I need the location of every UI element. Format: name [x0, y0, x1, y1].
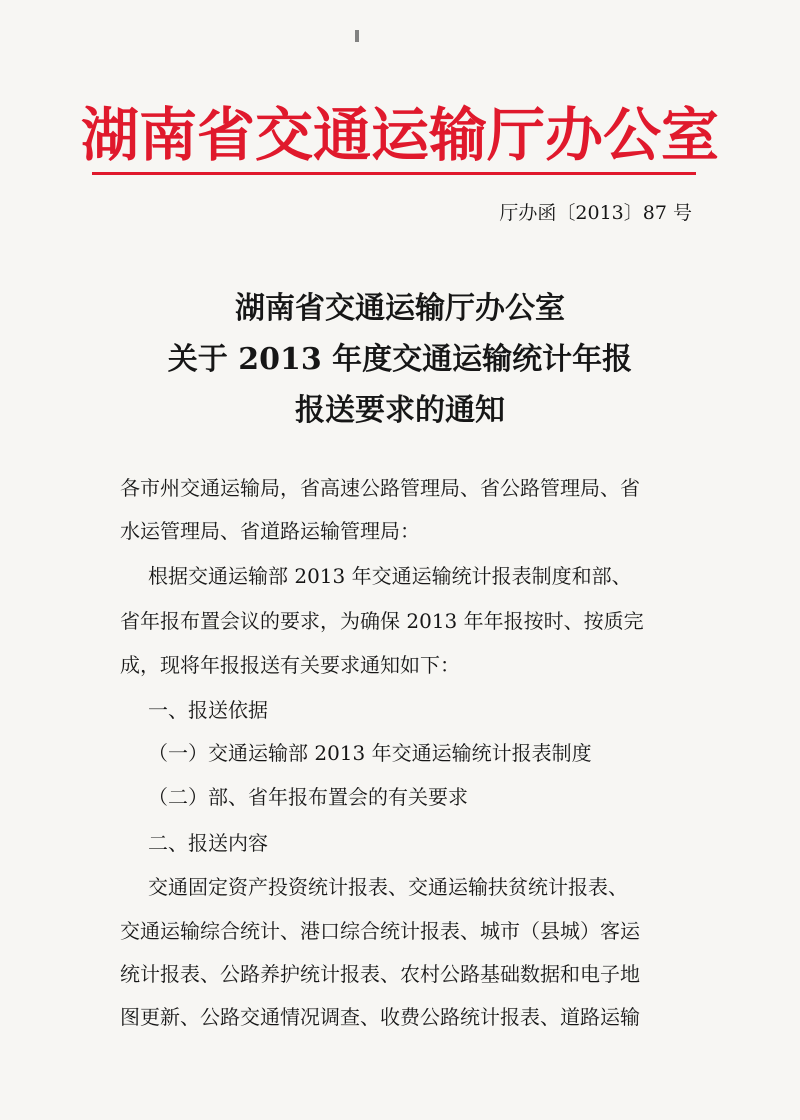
paragraph-line: 交通运输综合统计、港口综合统计报表、城市（县城）客运 [120, 919, 640, 943]
addressee-line-2: 水运管理局、省道路运输管理局： [120, 519, 420, 543]
paragraph-line: 成，现将年报报送有关要求通知如下： [120, 653, 460, 677]
section-heading-1: 一、报送依据 [148, 698, 268, 722]
document-number: 厅办函〔2013〕87 号 [499, 202, 692, 224]
notice-title-line-2: 关于 2013 年度交通运输统计年报 [167, 342, 633, 377]
paragraph-line: 统计报表、公路养护统计报表、农村公路基础数据和电子地 [120, 962, 640, 986]
addressee-line-1: 各市州交通运输局，省高速公路管理局、省公路管理局、省 [120, 476, 640, 500]
notice-title-line-1: 湖南省交通运输厅办公室 [235, 291, 565, 326]
binding-mark [355, 30, 359, 42]
notice-title-line-3: 报送要求的通知 [295, 393, 505, 428]
paragraph-line: 交通固定资产投资统计报表、交通运输扶贫统计报表、 [148, 875, 628, 899]
list-item: （一）交通运输部 2013 年交通运输统计报表制度 [148, 741, 592, 765]
paragraph-line: 图更新、公路交通情况调查、收费公路统计报表、道路运输 [120, 1005, 640, 1029]
section-heading-2: 二、报送内容 [148, 831, 268, 855]
letterhead-red-rule [92, 172, 696, 175]
letterhead-title: 湖南省交通运输厅办公室 [80, 101, 719, 169]
paragraph-line: 省年报布置会议的要求，为确保 2013 年年报按时、按质完 [120, 609, 644, 633]
list-item: （二）部、省年报布置会的有关要求 [148, 785, 468, 809]
paragraph-line: 根据交通运输部 2013 年交通运输统计报表制度和部、 [148, 564, 632, 588]
